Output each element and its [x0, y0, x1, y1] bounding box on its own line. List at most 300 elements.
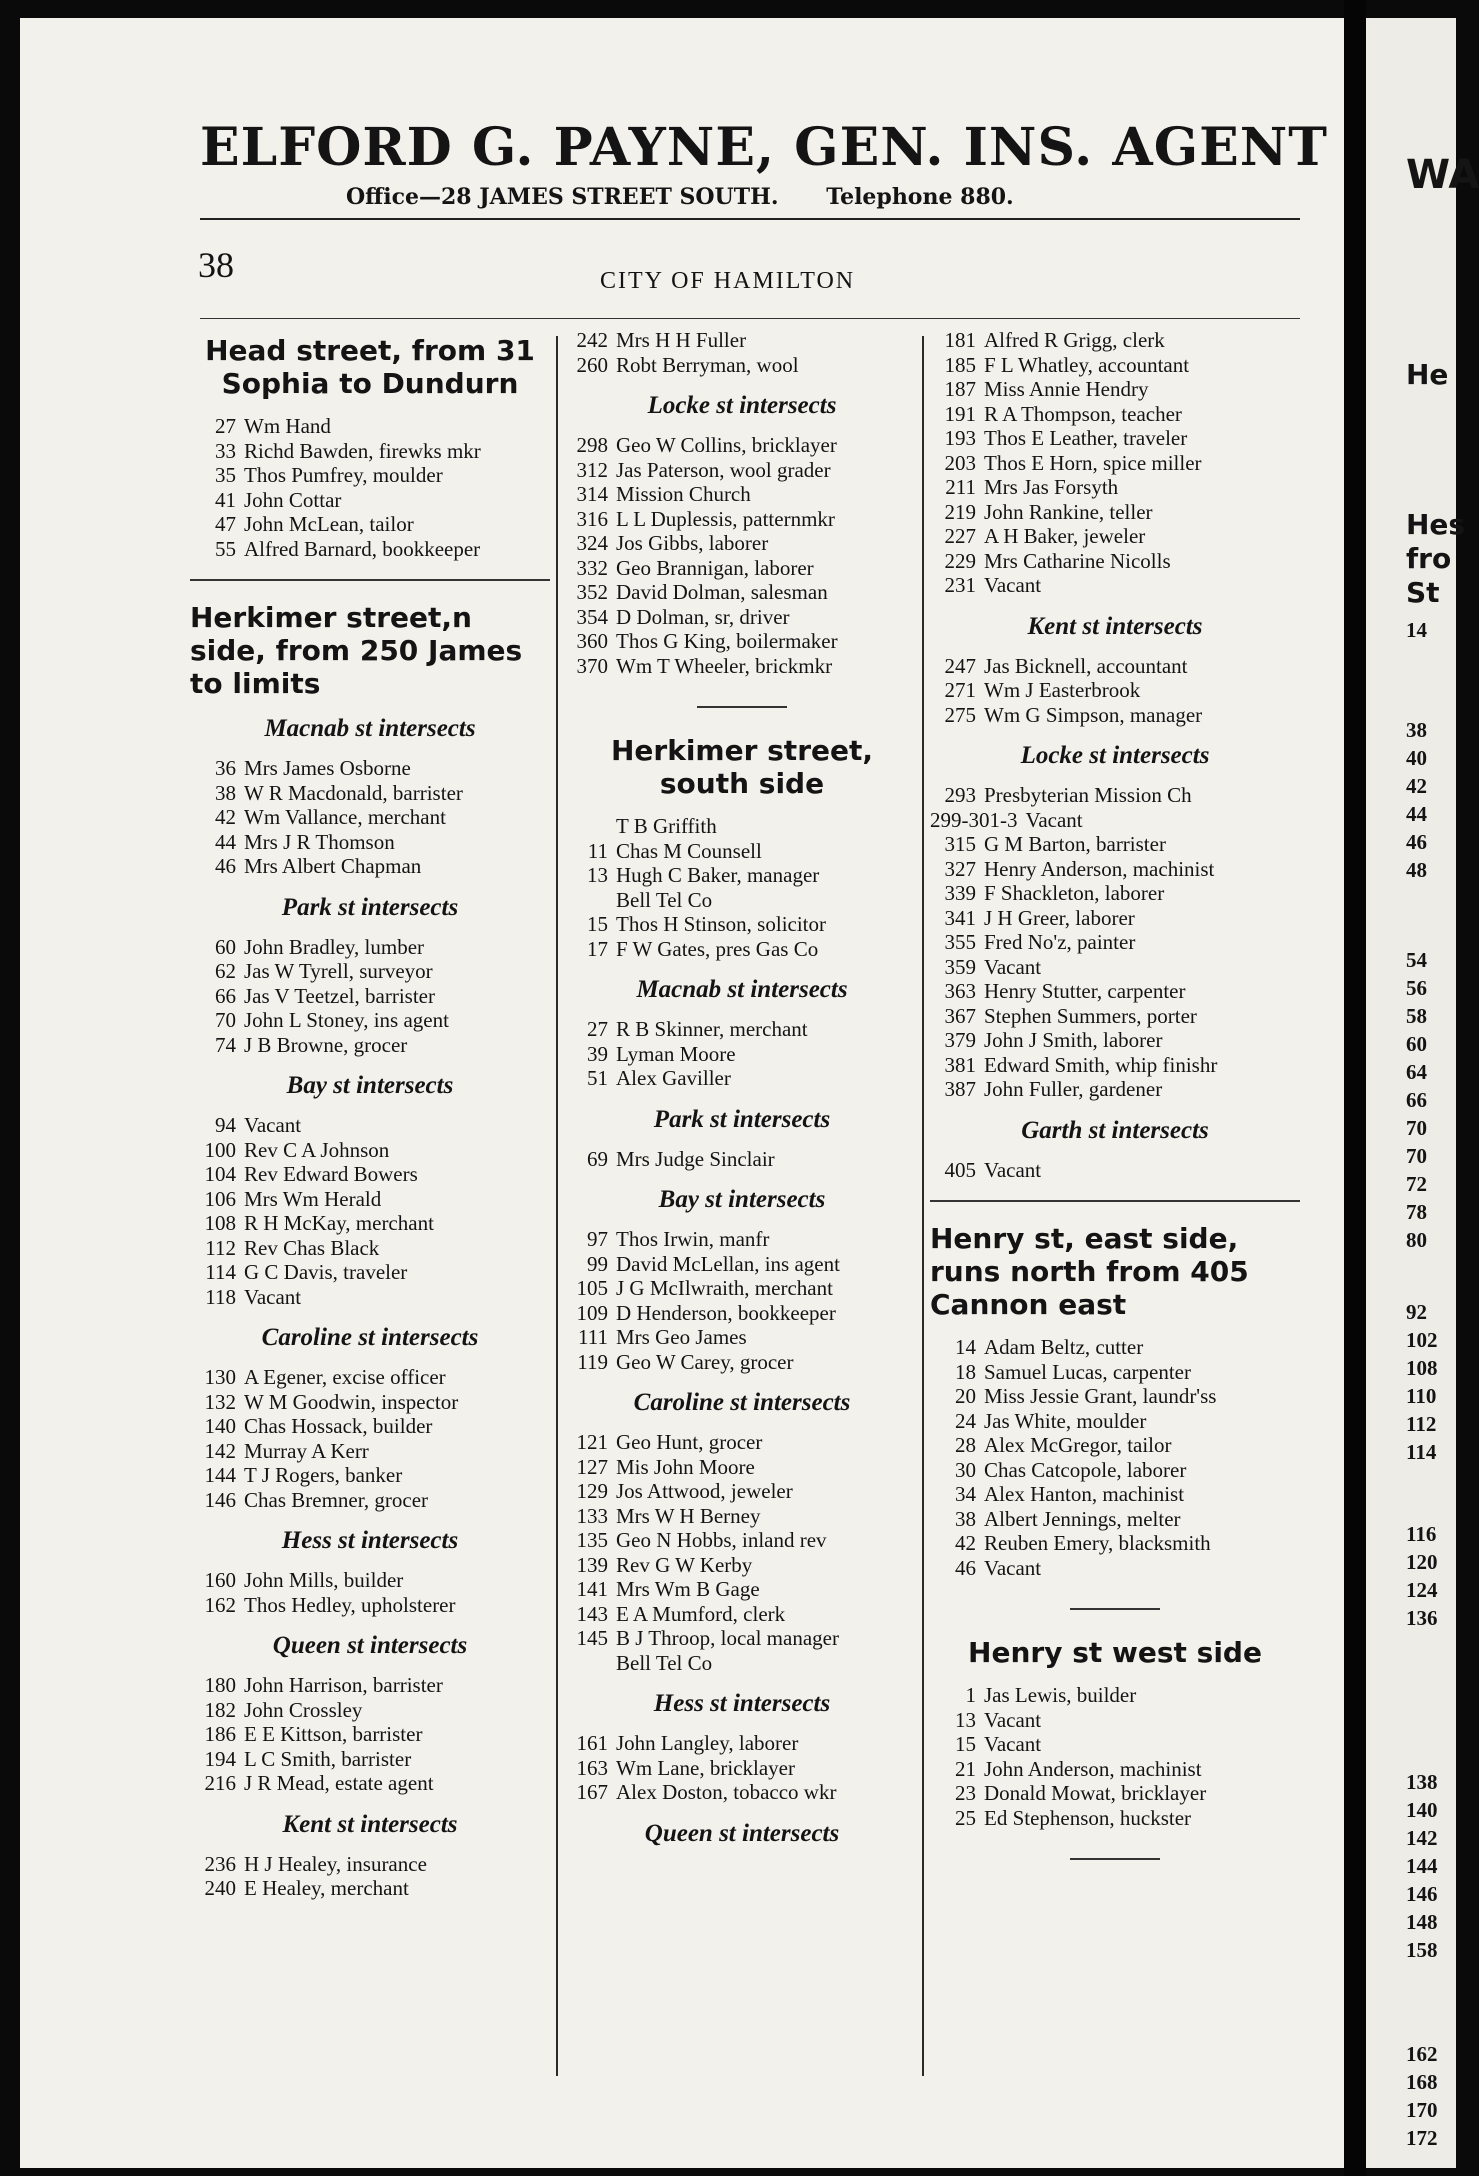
house-number: 28 [955, 1433, 976, 1457]
resident-text: John McLean, tailor [244, 512, 414, 536]
house-number: 33 [215, 438, 236, 463]
resident-text: Thos H Stinson, solicitor [616, 912, 827, 936]
directory-entry [562, 888, 922, 913]
directory-entry [562, 1066, 922, 1091]
house-number: 46 [215, 854, 236, 878]
entry-group [930, 783, 1300, 1102]
directory-entry [930, 475, 1300, 500]
house-number: 141 [576, 1577, 608, 1601]
house-number: 352 [576, 580, 608, 604]
house-number: 367 [944, 1003, 976, 1028]
entry-group [562, 1147, 922, 1172]
resident-text: F Shackleton, laborer [984, 881, 1165, 905]
adjacent-heading-line: St [1406, 576, 1440, 609]
directory-entry [562, 458, 922, 483]
house-number: 30 [955, 1457, 976, 1482]
house-number: 97 [587, 1227, 608, 1251]
directory-entry [562, 1528, 922, 1553]
directory-entry [562, 1147, 922, 1172]
directory-entry [562, 1626, 922, 1651]
directory-entry [930, 1053, 1300, 1078]
directory-entry [190, 1722, 550, 1747]
adjacent-entry-fragment: 80 [1406, 1228, 1427, 1252]
entry-group [930, 1158, 1300, 1183]
house-number: 140 [204, 1414, 236, 1438]
house-number: 108 [204, 1211, 236, 1235]
adjacent-entry-fragment: 78 [1406, 1200, 1427, 1224]
house-number: 275 [944, 702, 976, 727]
directory-entry [930, 524, 1300, 549]
directory-entry [930, 906, 1300, 931]
directory-entry [190, 1138, 550, 1163]
house-number: 216 [204, 1771, 236, 1795]
house-number: 191 [944, 401, 976, 426]
directory-entry [190, 512, 550, 537]
directory-entry [930, 1507, 1300, 1532]
directory-entry [562, 1602, 922, 1627]
adjacent-entry-fragment: 58 [1406, 1004, 1427, 1028]
adjacent-page-edge [1366, 18, 1479, 2168]
house-number: 47 [215, 512, 236, 536]
intersects-heading: Hess st intersects [281, 1527, 459, 1554]
resident-text: John Bradley, lumber [244, 934, 425, 959]
resident-text: John J Smith, laborer [984, 1028, 1163, 1052]
directory-entry [930, 881, 1300, 906]
directory-entry [930, 1433, 1300, 1458]
section-rule [190, 579, 550, 581]
directory-entry [190, 1673, 550, 1698]
directory-entry [930, 1781, 1300, 1806]
resident-text: Wm T Wheeler, brickmkr [616, 653, 833, 678]
directory-entry [562, 1504, 922, 1529]
resident-text: Mrs Wm Herald [244, 1186, 382, 1211]
directory-entry [930, 549, 1300, 574]
house-number: 109 [576, 1300, 608, 1325]
directory-entry [930, 1458, 1300, 1483]
directory-entry [562, 1042, 922, 1067]
adjacent-entry-fragment: 102 [1406, 1328, 1438, 1352]
house-number: 194 [204, 1746, 236, 1771]
adjacent-entry-fragment: 72 [1406, 1172, 1427, 1196]
resident-text: Mrs Jas Forsyth [984, 475, 1119, 499]
house-number: 70 [215, 1008, 236, 1032]
house-number: 17 [587, 936, 608, 961]
running-title: CITY OF HAMILTON [600, 268, 856, 294]
house-number: 405 [944, 1157, 976, 1182]
entry-group [562, 1430, 922, 1675]
directory-entry [930, 1384, 1300, 1409]
adjacent-entry-fragment: 38 [1406, 718, 1427, 742]
directory-entry [930, 832, 1300, 857]
adjacent-entry-fragment: 168 [1406, 2070, 1438, 2094]
house-number: 211 [945, 475, 976, 499]
resident-text: E A Mumford, clerk [616, 1601, 786, 1626]
resident-text: John Anderson, machinist [984, 1756, 1202, 1781]
resident-text: Alfred R Grigg, clerk [984, 328, 1165, 352]
house-number: 359 [944, 954, 976, 979]
directory-entry [562, 1430, 922, 1455]
directory-entry [562, 353, 922, 378]
entry-group [190, 1113, 550, 1309]
adjacent-heading-line: Hes [1406, 508, 1466, 541]
resident-text: Alex Doston, tobacco wkr [616, 1780, 837, 1804]
house-number: 231 [944, 573, 976, 597]
directory-entry [190, 1113, 550, 1138]
adjacent-ad-fragment: WA [1406, 152, 1479, 198]
adjacent-entry-fragment: 44 [1406, 802, 1427, 826]
house-number: 187 [944, 377, 976, 401]
resident-text: Bell Tel Co [616, 887, 713, 912]
adjacent-entry-fragment: 112 [1406, 1412, 1437, 1436]
directory-entry [930, 783, 1300, 808]
column-3 [930, 328, 1300, 1886]
resident-text: Alfred Barnard, bookkeeper [244, 536, 481, 561]
house-number: 160 [204, 1568, 236, 1592]
directory-entry [930, 573, 1300, 598]
house-number: 339 [944, 881, 976, 905]
house-number: 312 [576, 457, 608, 482]
house-number: 20 [955, 1384, 976, 1408]
resident-text: Presbyterian Mission Ch [984, 783, 1192, 807]
adjacent-entry-fragment: 116 [1406, 1522, 1437, 1546]
directory-entry [562, 1017, 922, 1042]
directory-entry [190, 414, 550, 439]
directory-entry [562, 1577, 922, 1602]
adjacent-entry-fragment: 64 [1406, 1060, 1427, 1084]
directory-entry [562, 1756, 922, 1781]
resident-text: Bell Tel Co [616, 1650, 713, 1675]
resident-text: John Mills, builder [244, 1568, 404, 1592]
house-number: 23 [955, 1781, 976, 1805]
intersects-heading: Bay st intersects [658, 1186, 826, 1213]
entry-group [190, 1852, 550, 1901]
directory-entry [930, 426, 1300, 451]
intersects-heading: Locke st intersects [1020, 742, 1210, 769]
entry-group [190, 414, 550, 561]
directory-entry [930, 1335, 1300, 1360]
resident-text: W M Goodwin, inspector [244, 1389, 459, 1414]
directory-entry [562, 1350, 922, 1375]
house-number: 104 [204, 1162, 236, 1186]
resident-text: Mrs Geo James [616, 1325, 747, 1349]
directory-entry [930, 1732, 1300, 1757]
resident-text: John Harrison, barrister [244, 1673, 443, 1697]
house-number: 341 [944, 905, 976, 930]
directory-entry [562, 1325, 922, 1350]
resident-text: Rev G W Kerby [616, 1552, 753, 1577]
directory-entry [930, 930, 1300, 955]
resident-text: Rev C A Johnson [244, 1137, 390, 1162]
resident-text: W R Macdonald, barrister [244, 780, 463, 805]
house-number: 271 [944, 678, 976, 702]
resident-text: Jas White, moulder [984, 1408, 1147, 1433]
directory-entry [930, 377, 1300, 402]
resident-text: F W Gates, pres Gas Co [616, 936, 819, 961]
house-number: 99 [587, 1251, 608, 1276]
intersects-heading: Kent st intersects [1027, 612, 1203, 640]
resident-text: John L Stoney, ins agent [244, 1008, 449, 1032]
resident-text: Alex Hanton, machinist [984, 1482, 1185, 1506]
directory-entry [562, 531, 922, 556]
directory-entry [562, 1731, 922, 1756]
directory-entry [930, 955, 1300, 980]
resident-text: Geo Hunt, grocer [616, 1430, 763, 1454]
resident-text: Mrs Albert Chapman [244, 854, 422, 878]
house-number: 298 [576, 433, 608, 457]
resident-text: Mrs James Osborne [244, 756, 411, 780]
resident-text: Albert Jennings, melter [984, 1506, 1181, 1531]
directory-entry [190, 1390, 550, 1415]
house-number: 34 [955, 1482, 976, 1506]
house-number: 21 [955, 1756, 976, 1781]
resident-text: A H Baker, jeweler [984, 524, 1146, 548]
directory-entry [190, 1187, 550, 1212]
entry-group [562, 1227, 922, 1374]
resident-text: Vacant [984, 1707, 1042, 1732]
directory-entry [190, 781, 550, 806]
resident-text: Thos Pumfrey, moulder [244, 463, 443, 487]
resident-text: Chas Bremner, grocer [244, 1487, 429, 1512]
adjacent-entry-fragment: 172 [1406, 2126, 1438, 2150]
resident-text: Mrs H H Fuller [616, 328, 747, 352]
section-rule [930, 1200, 1300, 1202]
resident-text: Jas Bicknell, accountant [984, 653, 1188, 678]
directory-entry [190, 1568, 550, 1593]
resident-text: H J Healey, insurance [244, 1851, 427, 1876]
resident-text: D Dolman, sr, driver [616, 604, 790, 629]
directory-entry [562, 605, 922, 630]
house-number: 46 [955, 1555, 976, 1580]
house-number: 229 [944, 548, 976, 573]
entry-group [190, 756, 550, 879]
resident-text: Hugh C Baker, manager [616, 863, 820, 887]
entry-group [930, 1683, 1300, 1830]
resident-text: Stephen Summers, porter [984, 1003, 1197, 1028]
house-number: 387 [944, 1077, 976, 1101]
adjacent-entry-fragment: 120 [1406, 1550, 1438, 1574]
directory-entry [930, 1158, 1300, 1183]
house-number: 112 [205, 1235, 236, 1260]
house-number: 127 [576, 1454, 608, 1479]
resident-text: Chas Hossack, builder [244, 1414, 433, 1438]
directory-entry [930, 979, 1300, 1004]
adjacent-entry-fragment: 136 [1406, 1606, 1438, 1630]
house-number: 42 [215, 805, 236, 829]
directory-entry [562, 1780, 922, 1805]
house-number: 354 [576, 604, 608, 629]
advertisement-header [200, 117, 1328, 210]
resident-text: Donald Mowat, bricklayer [984, 1781, 1207, 1805]
entry-group [562, 433, 922, 678]
entry-group [190, 1365, 550, 1512]
directory-entry [190, 537, 550, 562]
house-number: 106 [204, 1186, 236, 1211]
house-number: 105 [576, 1276, 608, 1300]
column-1 [190, 328, 550, 1901]
house-number: 181 [944, 328, 976, 352]
directory-entry [190, 1463, 550, 1488]
house-number: 55 [215, 536, 236, 561]
house-number: 161 [576, 1731, 608, 1755]
house-number: 27 [215, 414, 236, 438]
resident-text: Vacant [984, 954, 1042, 979]
directory-entry [930, 678, 1300, 703]
house-number: 139 [576, 1552, 608, 1577]
intersects-heading: Kent st intersects [282, 1810, 458, 1838]
entry-group [562, 1731, 922, 1805]
house-number: 14 [955, 1335, 976, 1359]
resident-text: John Langley, laborer [616, 1731, 799, 1755]
directory-entry [190, 1698, 550, 1723]
adjacent-entry-fragment: 46 [1406, 830, 1427, 854]
directory-entry [562, 1455, 922, 1480]
house-number: 193 [944, 426, 976, 450]
resident-text: Thos Irwin, manfr [616, 1227, 770, 1251]
directory-entry [190, 959, 550, 984]
house-number: 314 [576, 482, 608, 506]
resident-text: Henry Anderson, machinist [984, 856, 1215, 881]
adjacent-entry-fragment: 142 [1406, 1826, 1438, 1850]
directory-entry [190, 1033, 550, 1058]
house-number: 315 [944, 832, 976, 856]
ad-phone: Telephone 880. [826, 184, 1014, 210]
house-number: 167 [576, 1780, 608, 1804]
house-number: 186 [204, 1722, 236, 1746]
entry-group [562, 1017, 922, 1091]
section-dash [697, 706, 787, 708]
directory-page [20, 18, 1344, 2168]
intersects-heading: Park st intersects [281, 893, 459, 921]
intersects-heading: Garth st intersects [1021, 1116, 1209, 1144]
house-number: 180 [204, 1673, 236, 1697]
entry-group [562, 814, 922, 961]
directory-entry [562, 912, 922, 937]
resident-text: Alex Gaviller [616, 1066, 731, 1090]
house-number: 146 [204, 1487, 236, 1512]
house-number: 36 [215, 756, 236, 780]
house-number: 13 [955, 1707, 976, 1732]
column-divider [556, 336, 558, 2076]
directory-entry [190, 1439, 550, 1464]
adjacent-entry-fragment: 144 [1406, 1854, 1438, 1878]
intersects-heading: Locke st intersects [647, 392, 837, 419]
directory-entry [190, 1414, 550, 1439]
directory-entry [562, 1276, 922, 1301]
directory-entry [190, 1236, 550, 1261]
directory-entry [930, 451, 1300, 476]
house-number: 144 [204, 1463, 236, 1487]
house-number: 94 [215, 1113, 236, 1137]
resident-text: David Dolman, salesman [616, 580, 828, 604]
intersects-heading: Park st intersects [653, 1105, 831, 1133]
house-number: 316 [576, 506, 608, 531]
resident-text: Wm Lane, bricklayer [616, 1755, 795, 1780]
adjacent-heading [1406, 508, 1465, 610]
house-number: 39 [587, 1041, 608, 1066]
directory-entry [930, 402, 1300, 427]
house-number: 62 [215, 959, 236, 983]
directory-entry [562, 1301, 922, 1326]
directory-entry [930, 1409, 1300, 1434]
house-number: 360 [576, 629, 608, 653]
directory-entry [190, 488, 550, 513]
resident-text: Fred No'z, painter [984, 930, 1136, 954]
adjacent-entry-fragment: 108 [1406, 1356, 1438, 1380]
house-number: 114 [205, 1260, 236, 1284]
house-number: 42 [955, 1531, 976, 1555]
house-number: 299-301-3 [930, 807, 1018, 832]
resident-text: Jas W Tyrell, surveyor [244, 959, 433, 983]
street-heading: Herkimer street, south side [610, 734, 874, 800]
house-number: 247 [944, 653, 976, 678]
directory-entry [190, 1211, 550, 1236]
resident-text: Geo W Collins, bricklayer [616, 433, 837, 457]
book-gutter [1344, 0, 1366, 2176]
page-number: 38 [198, 245, 234, 285]
resident-text: Alex McGregor, tailor [984, 1433, 1172, 1457]
house-number: 182 [204, 1697, 236, 1722]
street-heading: Henry st, east side, runs north from 405 Cannon east [930, 1222, 1249, 1321]
intersects-heading: Macnab st intersects [264, 715, 476, 742]
house-number: 66 [215, 983, 236, 1008]
adjacent-entry-fragment: 48 [1406, 858, 1427, 882]
resident-text: John Rankine, teller [984, 499, 1153, 524]
resident-text: Vacant [984, 1732, 1042, 1756]
directory-entry [562, 814, 922, 839]
house-number: 38 [215, 780, 236, 805]
house-number: 370 [576, 653, 608, 678]
adjacent-entry-fragment: 40 [1406, 746, 1427, 770]
adjacent-entry-fragment: 60 [1406, 1032, 1427, 1056]
resident-text: L L Duplessis, patternmkr [616, 506, 835, 531]
directory-entry [190, 1852, 550, 1877]
resident-text: John Cottar [244, 487, 342, 512]
house-number: 327 [944, 856, 976, 881]
subheader-rule [200, 318, 1300, 319]
directory-entry [190, 1008, 550, 1033]
adjacent-entry-fragment: 138 [1406, 1770, 1438, 1794]
house-number: 132 [204, 1389, 236, 1414]
resident-text: Wm Vallance, merchant [244, 805, 446, 829]
resident-text: Thos E Horn, spice miller [984, 450, 1202, 475]
intersects-heading: Caroline st intersects [261, 1324, 479, 1351]
resident-text: G M Barton, barrister [984, 832, 1166, 856]
resident-text: Jas V Teetzel, barrister [244, 983, 435, 1008]
house-number: 18 [955, 1359, 976, 1384]
resident-text: Wm Hand [244, 414, 331, 438]
header-rule [200, 218, 1300, 220]
directory-entry [562, 629, 922, 654]
street-heading: Herkimer street,n side, from 250 James to limits [190, 601, 523, 700]
house-number: 24 [955, 1408, 976, 1433]
resident-text: T J Rogers, banker [244, 1463, 403, 1487]
resident-text: L C Smith, barrister [244, 1746, 412, 1771]
directory-entry [930, 1556, 1300, 1581]
resident-text: Mrs Catharine Nicolls [984, 548, 1171, 573]
house-number: 111 [578, 1325, 608, 1349]
house-number: 35 [215, 463, 236, 487]
directory-entry [190, 756, 550, 781]
resident-text: J G McIlwraith, merchant [616, 1276, 833, 1300]
resident-text: Mission Church [616, 482, 751, 506]
intersects-heading: Bay st intersects [286, 1072, 454, 1099]
directory-entry [562, 937, 922, 962]
adjacent-entry-fragment: 66 [1406, 1088, 1427, 1112]
ad-office: Office—28 JAMES STREET SOUTH. [346, 184, 779, 210]
house-number: 60 [215, 934, 236, 959]
house-number: 142 [204, 1438, 236, 1463]
resident-text: Vacant [1025, 807, 1083, 832]
